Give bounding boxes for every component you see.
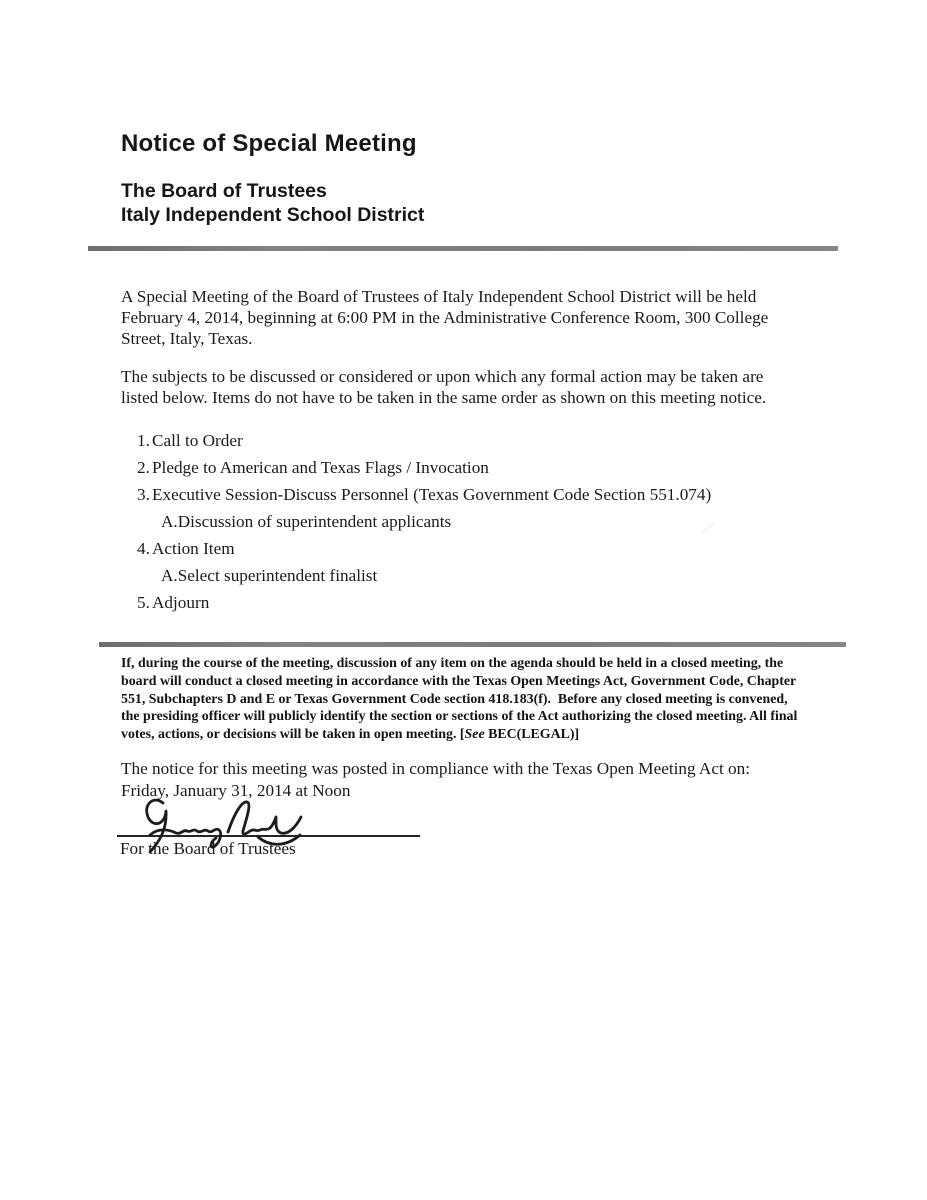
org-line-board: The Board of Trustees <box>121 180 327 202</box>
agenda-item-4a <box>161 566 377 586</box>
agenda-item-text: Pledge to American and Texas Flags / Invocation <box>152 458 489 477</box>
agenda-item-letter: A. <box>161 566 178 585</box>
agenda-item-4 <box>137 539 235 559</box>
agenda-item-2 <box>137 458 489 478</box>
posting-line-2: Friday, January 31, 2014 at Noon <box>121 780 351 800</box>
agenda-list <box>137 431 837 621</box>
closed-meeting-line-1: If, during the course of the meeting, discussion of any item on the agenda should be held in a closed meeting, the <box>121 656 784 671</box>
agenda-item-text: Action Item <box>152 539 235 558</box>
org-line-district: Italy Independent School District <box>121 204 425 226</box>
closed-meeting-notice <box>121 655 797 744</box>
page-title: Notice of Special Meeting <box>121 130 417 157</box>
agenda-item-text: Call to Order <box>152 431 243 450</box>
agenda-item-number: 4. <box>137 539 150 558</box>
closed-meeting-line-2: board will conduct a closed meeting in accordance with the Texas Open Meetings Act, Government Code, Chapter <box>121 673 797 689</box>
agenda-item-5 <box>137 593 209 613</box>
agenda-item-3 <box>137 485 711 505</box>
closed-meeting-line-5-before: votes, actions, or decisions will be taken in open meeting. [ <box>121 727 465 743</box>
horizontal-divider-top <box>88 246 838 251</box>
closed-meeting-line-5-after: BEC(LEGAL)] <box>484 727 580 743</box>
closed-meeting-line-5 <box>121 726 797 744</box>
agenda-item-text: Adjourn <box>152 593 210 612</box>
agenda-item-text: Select superintendent finalist <box>177 566 378 585</box>
organization-heading <box>121 179 424 227</box>
agenda-item-number: 2. <box>137 458 150 477</box>
signature-caption: For the Board of Trustees <box>120 839 296 858</box>
horizontal-divider-bottom <box>99 642 846 647</box>
intro-line-3: Street, Italy, Texas. <box>121 329 253 348</box>
agenda-item-1 <box>137 431 243 451</box>
subjects-paragraph <box>121 366 766 408</box>
meeting-intro-paragraph <box>121 286 768 349</box>
closed-meeting-line-4: the presiding officer will publicly identify the section or sections of the Act authorizing the closed meeting. All final <box>121 709 798 725</box>
subjects-line-2: listed below. Items do not have to be taken in the same order as shown on this meeting notice. <box>121 388 767 407</box>
intro-line-1: A Special Meeting of the Board of Trustees of Italy Independent School District will be held <box>121 287 757 306</box>
closed-meeting-see-reference: See <box>464 727 485 743</box>
closed-meeting-line-3: 551, Subchapters D and E or Texas Government Code section 418.183(f). Before any closed meeting is convened, <box>121 691 788 707</box>
agenda-item-text: Executive Session-Discuss Personnel (Texas Government Code Section 551.074) <box>152 485 712 504</box>
intro-line-2: February 4, 2014, beginning at 6:00 PM in the Administrative Conference Room, 300 College <box>121 308 769 327</box>
agenda-item-number: 5. <box>137 593 150 612</box>
agenda-item-number: 1. <box>137 431 150 450</box>
subjects-line-1: The subjects to be discussed or considered or upon which any formal action may be taken are <box>121 367 764 386</box>
agenda-item-text: Discussion of superintendent applicants <box>177 512 452 531</box>
agenda-item-3a <box>161 512 451 532</box>
agenda-item-number: 3. <box>137 485 150 504</box>
posting-line-1: The notice for this meeting was posted in compliance with the Texas Open Meeting Act on: <box>121 759 751 778</box>
agenda-item-letter: A. <box>161 512 178 531</box>
